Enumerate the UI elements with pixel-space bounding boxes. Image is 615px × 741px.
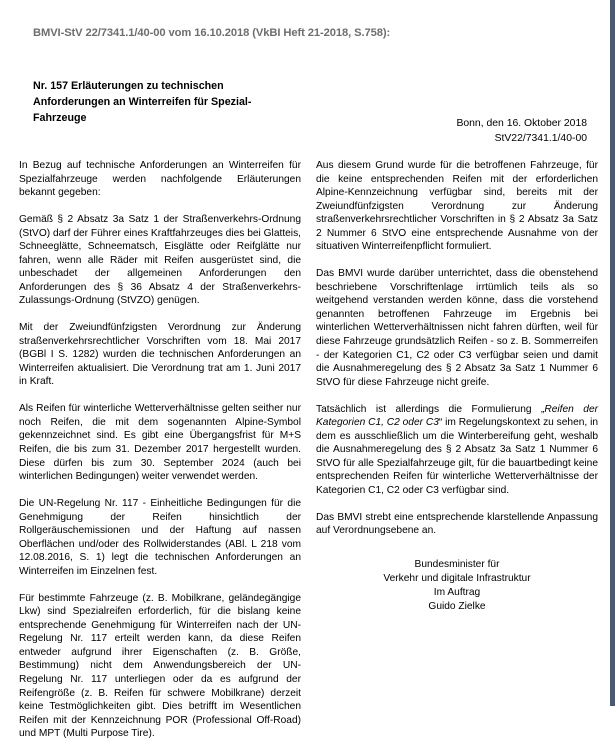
paragraph-un-regulation-117: Die UN-Regelung Nr. 117 - Einheitliche Bedingungen für die Genehmigung der Reifen hinsichtlich der Rollgeräuschemissionen und der Haftung auf nassen Oberflächen und/oder des Rollwiderstandes (ABl. L 218 vom 12.08.2016, S. 1) legt die technischen Anforderungen an Winterreifen im Einzelnen fest.	[19, 498, 301, 577]
paragraph-misunderstanding: Das BMVI wurde darüber unterrichtet, dass die obenstehend beschriebene Vorschriftenlage irrtümlich teils als so weitgehend verstanden werden könne, dass die vorstehend genannten betroffenen Fahrzeuge im Ergebnis bei winterlichen Wetterverhältnissen nicht fahren dürften, weil für diese Fahrzeuge grundsätzlich Reifen - so z. B. Sommerreifen - der Kategorien C1, C2 oder C3 verfügbar seien und damit die Ausnahmeregelung des § 2 Absatz 3a Satz 1 Nummer 6 StVO für diese Fahrzeuge nicht greife.	[316, 268, 598, 388]
signature-ministry: Bundesminister für	[414, 559, 500, 570]
file-reference: StV22/7341.1/40-00	[494, 132, 587, 144]
paragraph-clarification	[316, 403, 598, 498]
paragraph-exception-formulated: Aus diesem Grund wurde für die betroffenen Fahrzeuge, für die keine entsprechenden Reifen mit der erforderlichen Alpine-Kennzeichnung verfügbar sind, bereits mit der Zweiundfünfzigsten Verordnung zur Änderung straßenverkehrsrechtlicher Vorschriften in § 2 Absatz 3a Satz 2 Nummer 6 StVO eine entsprechende Ausnahme von der situativen Winterreifenpflicht formuliert.	[316, 160, 598, 253]
paragraph-52nd-ordinance: Mit der Zweiundfünfzigsten Verordnung zur Änderung straßenverkehrsrechtlicher Vorschriften vom 18. Mai 2017 (BGBl I S. 1282) wurden die technischen Anforderungen an Winterreifen aktualisiert. Die Verordnung trat am 1. Juni 2017 in Kraft.	[19, 322, 301, 388]
page-title-line-2: Anforderungen an Winterreifen für Spezial-	[33, 96, 252, 109]
signature-signer-name: Guido Zielke	[428, 601, 486, 613]
place-and-date: Bonn, den 16. Oktober 2018	[456, 118, 587, 129]
signature-by-order: Im Auftrag	[433, 587, 481, 599]
clarification-text-before-quote: Tatsächlich ist allerdings die Formulierung „	[316, 403, 545, 415]
body-column-left	[19, 159, 301, 741]
document-header-reference: BMVI-StV 22/7341.1/40-00 vom 16.10.2018 (VkBI Heft 21-2018, S.758):	[33, 27, 391, 39]
place-date-block	[456, 117, 587, 146]
paragraph-special-vehicles: Für bestimmte Fahrzeuge (z. B. Mobilkrane, geländegängige Lkw) sind Spezialreifen erforderlich, für die bislang keine entsprechende Genehmigung für Winterreifen nach der UN-Regelung Nr. 117 erteilt werden kann, da diese Reifen entweder aufgrund ihrer Eigenschaften (z. B. Größe, Bestimmung) nicht dem Anwendungsbereich der UN-Regelung Nr. 117 unterliegen oder da es aufgrund der Reifengröße (z. B. Reifen für schwere Mobilkrane) derzeit keine Testmöglichkeiten gibt. Dies betrifft im Wesentlichen Reifen mit der Kennzeichnung POR (Professional Off-Road) und MPT (Multi Purpose Tire).	[19, 592, 301, 740]
quoted-regulation-phrase: Reifen der Kategorien C1, C2 oder C3	[316, 403, 599, 429]
signature-department: Verkehr und digitale Infrastruktur	[383, 573, 531, 585]
paragraph-planned-amendment: Das BMVI strebt eine entsprechende klarstellende Anpassung auf Verordnungsebene an.	[316, 511, 598, 537]
page-title-line-1: Nr. 157 Erläuterungen zu technischen	[33, 80, 224, 92]
paragraph-stvo-basis: Gemäß § 2 Absatz 3a Satz 1 der Straßenverkehrs-Ordnung (StVO) darf der Führer eines Kraftfahrzeuges dies bei Glatteis, Schneeglätte, Schneematsch, Eisglätte oder Reifglätte nur fahren, wenn alle Räder mit Reifen ausgerüstet sind, die unbeschadet der allgemeinen Anforderungen den Anforderungen des § 36 Absatz 4 der Straßenverkehrs-Zulassungs-Ordnung (StVZO) genügen.	[19, 214, 301, 307]
clarification-text-after-quote: “ im Regelungskontext zu sehen, in dem es ausschließlich um die Winterbereifung geht, weshalb die Ausnahmeregelung des § 2 Absatz 3a Satz 1 Nummer 6 StVO für alle Spezialfahrzeuge gilt, für die bauartbedingt keine entsprechenden Reifen für winterliche Wetterverhältnisse der Kategorien C1, C2 oder C3 verfügbar sind.	[316, 417, 599, 496]
page-right-accent-rule	[610, 0, 615, 706]
signature-block	[316, 558, 598, 614]
paragraph-alpine-symbol: Als Reifen für winterliche Wetterverhältnisse gelten seither nur noch Reifen, die mit dem sogenannten Alpine-Symbol gekennzeichnet sind. Es gibt eine Übergangsfrist für M+S Reifen, die bis zum 31. Dezember 2017 hergestellt wurden. Diese dürfen bis zum 30. September 2024 (auch bei winterlichen Bedingungen) weiter verwendet werden.	[19, 403, 301, 483]
page-title-line-3: Fahrzeuge	[33, 112, 87, 125]
page-title	[33, 78, 323, 127]
paragraph-intro: In Bezug auf technische Anforderungen an Winterreifen für Spezialfahrzeuge werden nachfolgende Erläuterungen bekannt gegeben:	[19, 160, 301, 199]
body-column-right	[316, 159, 598, 538]
